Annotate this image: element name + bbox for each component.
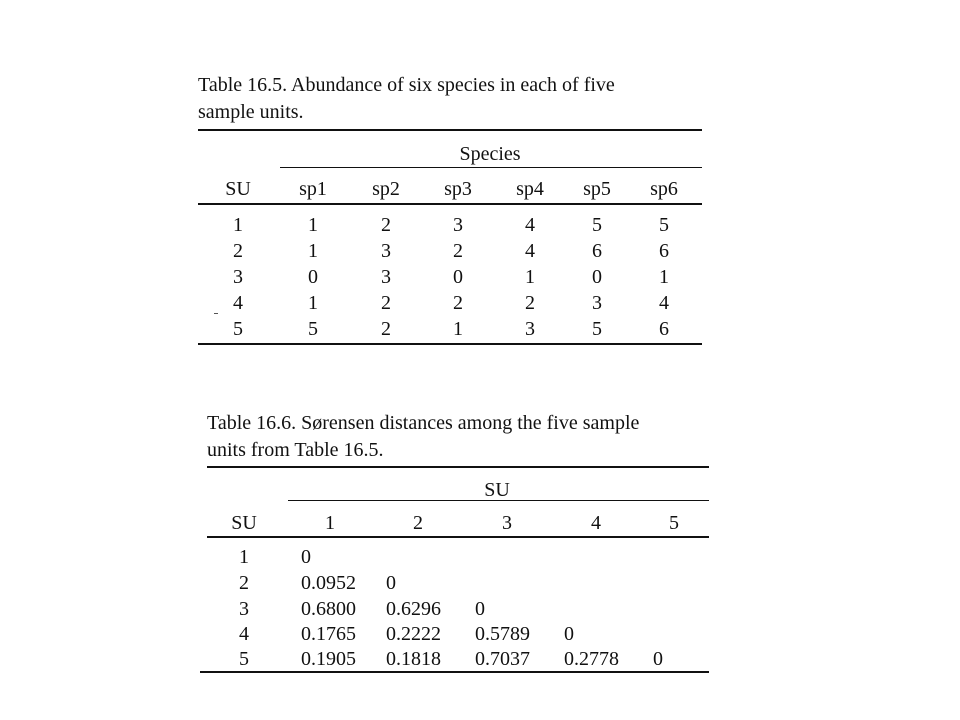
table-16-5-su-cell: 2 bbox=[233, 240, 243, 262]
table-16-6-su-group-header: SU bbox=[484, 479, 510, 501]
table-16-5-col-header: sp1 bbox=[299, 178, 327, 200]
table-16-5-value-cell: 0 bbox=[453, 266, 463, 288]
table-16-6-su-cell: 2 bbox=[239, 572, 249, 594]
table-16-5-value-cell: 2 bbox=[381, 318, 391, 340]
table-16-5-caption-line2: sample units. bbox=[198, 101, 304, 123]
table-16-6-distance-cell: 0.1765 bbox=[301, 623, 356, 645]
table-16-6-bottom-rule bbox=[200, 671, 709, 673]
table-16-5-su-header: SU bbox=[225, 178, 251, 200]
table-16-6-distance-cell: 0.5789 bbox=[475, 623, 530, 645]
table-16-5-value-cell: 1 bbox=[525, 266, 535, 288]
table-16-6-su-cell: 1 bbox=[239, 546, 249, 568]
table-16-5-col-header: sp5 bbox=[583, 178, 611, 200]
table-16-6-distance-cell: 0 bbox=[564, 623, 574, 645]
table-16-5-top-rule bbox=[198, 129, 702, 131]
table-16-6-distance-cell: 0 bbox=[475, 598, 485, 620]
table-16-5-value-cell: 1 bbox=[659, 266, 669, 288]
table-16-6-distance-cell: 0.2222 bbox=[386, 623, 441, 645]
table-16-5-value-cell: 1 bbox=[308, 214, 318, 236]
table-16-5-value-cell: 1 bbox=[453, 318, 463, 340]
table-16-6-su-cell: 5 bbox=[239, 648, 249, 670]
table-16-5-value-cell: 3 bbox=[592, 292, 602, 314]
table-16-5-value-cell: 3 bbox=[525, 318, 535, 340]
table-16-5-value-cell: 3 bbox=[381, 240, 391, 262]
table-16-6-distance-cell: 0.2778 bbox=[564, 648, 619, 670]
table-16-6-top-rule bbox=[207, 466, 709, 468]
table-16-5-su-cell: 3 bbox=[233, 266, 243, 288]
table-16-6-distance-cell: 0.6800 bbox=[301, 598, 356, 620]
table-16-6-distance-cell: 0 bbox=[301, 546, 311, 568]
table-16-6-distance-cell: 0.6296 bbox=[386, 598, 441, 620]
table-16-5-species-header: Species bbox=[459, 143, 521, 165]
table-16-5-su-cell: 5 bbox=[233, 318, 243, 340]
table-16-5-su-cell: 1 bbox=[233, 214, 243, 236]
table-16-5-value-cell: 2 bbox=[453, 292, 463, 314]
table-16-6-caption-line1: Table 16.6. Sørensen distances among the five sample bbox=[207, 412, 640, 434]
table-16-5-value-cell: 1 bbox=[308, 292, 318, 314]
table-16-5-value-cell: 0 bbox=[308, 266, 318, 288]
table-16-6-su-header: SU bbox=[231, 512, 257, 534]
table-16-5-caption-line1: Table 16.5. Abundance of six species in each of five bbox=[198, 74, 615, 96]
table-16-5-value-cell: 4 bbox=[659, 292, 669, 314]
table-16-5-value-cell: 2 bbox=[453, 240, 463, 262]
table-16-6-distance-cell: 0 bbox=[386, 572, 396, 594]
table-16-5-su-cell: 4 bbox=[233, 292, 243, 314]
stray-mark bbox=[214, 313, 218, 314]
table-16-6-su-group-rule bbox=[288, 500, 709, 501]
table-16-5-value-cell: 0 bbox=[592, 266, 602, 288]
table-16-6-su-cell: 3 bbox=[239, 598, 249, 620]
table-16-5-value-cell: 2 bbox=[381, 214, 391, 236]
table-16-5-col-header: sp2 bbox=[372, 178, 400, 200]
table-16-6-header-rule bbox=[207, 536, 709, 538]
table-16-5-value-cell: 2 bbox=[525, 292, 535, 314]
table-16-5-value-cell: 3 bbox=[381, 266, 391, 288]
table-16-5-value-cell: 5 bbox=[592, 318, 602, 340]
table-16-6-distance-cell: 0.7037 bbox=[475, 648, 530, 670]
table-16-5-value-cell: 5 bbox=[592, 214, 602, 236]
table-16-6-distance-cell: 0.1905 bbox=[301, 648, 356, 670]
table-16-6-col-header: 1 bbox=[325, 512, 335, 534]
table-16-6-su-cell: 4 bbox=[239, 623, 249, 645]
table-16-6-distance-cell: 0.1818 bbox=[386, 648, 441, 670]
table-16-5-col-header: sp6 bbox=[650, 178, 678, 200]
table-16-6-distance-cell: 0 bbox=[653, 648, 663, 670]
table-16-5-value-cell: 6 bbox=[592, 240, 602, 262]
table-16-5-value-cell: 4 bbox=[525, 214, 535, 236]
table-16-5-value-cell: 2 bbox=[381, 292, 391, 314]
table-16-5-value-cell: 3 bbox=[453, 214, 463, 236]
table-16-5-bottom-rule bbox=[198, 343, 702, 345]
table-16-5-value-cell: 6 bbox=[659, 240, 669, 262]
table-16-6-caption-line2: units from Table 16.5. bbox=[207, 439, 384, 461]
table-16-6-col-header: 4 bbox=[591, 512, 601, 534]
table-16-5-value-cell: 6 bbox=[659, 318, 669, 340]
table-16-6-col-header: 5 bbox=[669, 512, 679, 534]
table-16-5-value-cell: 1 bbox=[308, 240, 318, 262]
table-16-5-value-cell: 5 bbox=[659, 214, 669, 236]
table-16-5-col-header: sp4 bbox=[516, 178, 544, 200]
table-16-6-col-header: 2 bbox=[413, 512, 423, 534]
table-16-5-species-rule bbox=[280, 167, 702, 168]
table-16-5-value-cell: 5 bbox=[308, 318, 318, 340]
table-16-5-header-rule bbox=[198, 203, 702, 205]
table-16-5-col-header: sp3 bbox=[444, 178, 472, 200]
table-16-6-distance-cell: 0.0952 bbox=[301, 572, 356, 594]
table-16-6-col-header: 3 bbox=[502, 512, 512, 534]
table-16-5-value-cell: 4 bbox=[525, 240, 535, 262]
